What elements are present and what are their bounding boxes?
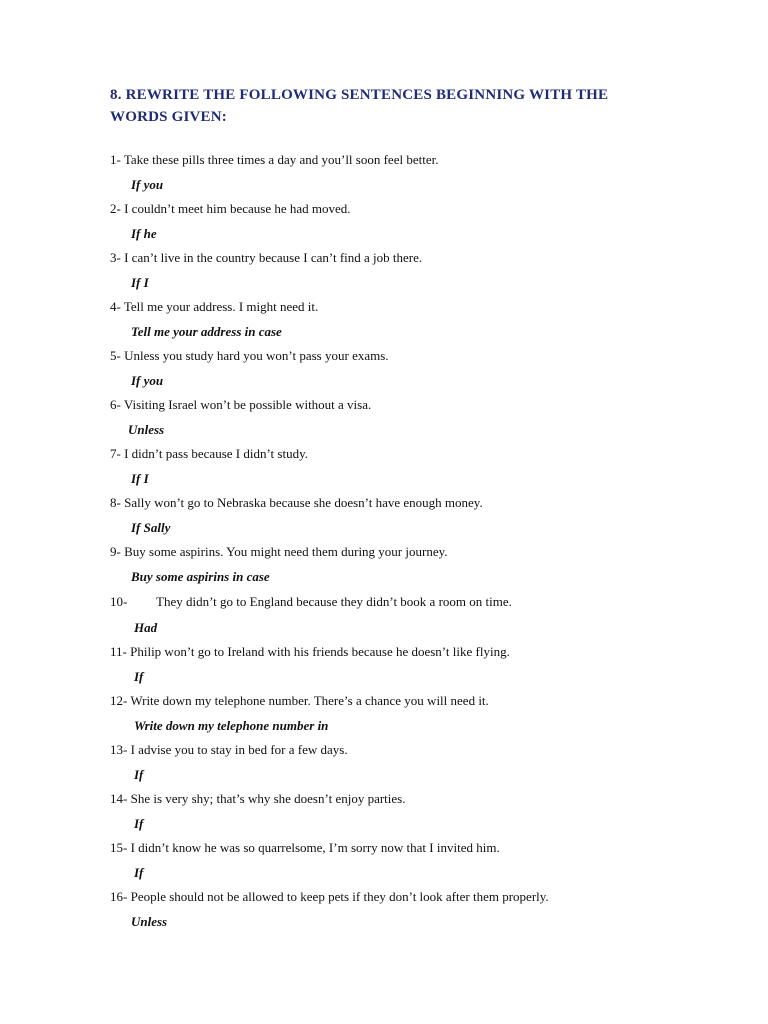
sentence-text: Visiting Israel won’t be possible without a visa. xyxy=(123,397,372,412)
prompt-9: Buy some aspirins in case xyxy=(131,569,270,584)
sentence-12 xyxy=(110,689,730,713)
sentence-6 xyxy=(110,393,730,417)
item-number: 11- xyxy=(110,644,127,659)
sentence-9 xyxy=(110,540,730,564)
item-number: 3- xyxy=(110,250,121,265)
prompt-10: Had xyxy=(134,620,158,635)
item-number: 8- xyxy=(110,495,121,510)
sentence-4 xyxy=(110,295,730,319)
sentence-2 xyxy=(110,197,730,221)
exercise-item-13 xyxy=(110,738,730,787)
prompt-7: If I xyxy=(131,471,149,486)
prompt-8: If Sally xyxy=(131,520,171,535)
exercise-item-11 xyxy=(110,640,730,689)
sentence-text: Buy some aspirins. You might need them during your journey. xyxy=(124,544,448,559)
sentence-15 xyxy=(110,836,730,860)
item-number: 10- xyxy=(110,594,128,609)
item-number: 4- xyxy=(110,299,121,314)
sentence-text: Take these pills three times a day and you’ll soon feel better. xyxy=(123,152,439,167)
exercise-item-3 xyxy=(110,246,730,295)
sentence-text: Unless you study hard you won’t pass your exams. xyxy=(124,348,389,363)
item-number: 13- xyxy=(110,742,128,757)
sentence-1 xyxy=(110,148,730,172)
sentence-text: I advise you to stay in bed for a few days. xyxy=(130,742,348,757)
sentence-16 xyxy=(110,885,730,909)
prompt-4: Tell me your address in case xyxy=(131,324,282,339)
exercise-item-8 xyxy=(110,491,730,540)
sentence-11 xyxy=(110,640,730,664)
sentence-text: They didn’t go to England because they didn’t book a room on time. xyxy=(156,594,512,609)
prompt-1: If you xyxy=(131,177,164,192)
sentence-14 xyxy=(110,787,730,811)
sentence-text: Philip won’t go to Ireland with his friends because he doesn’t like flying. xyxy=(130,644,510,659)
item-number: 1- xyxy=(110,152,121,167)
exercise-item-14 xyxy=(110,787,730,836)
sentence-13 xyxy=(110,738,730,762)
sentence-text: Sally won’t go to Nebraska because she doesn’t have enough money. xyxy=(124,495,483,510)
prompt-5: If you xyxy=(131,373,164,388)
exercise-item-7 xyxy=(110,442,730,491)
item-number: 2- xyxy=(110,201,121,216)
prompt-2: If he xyxy=(131,226,157,241)
item-number: 9- xyxy=(110,544,121,559)
sentence-10 xyxy=(110,589,730,615)
exercise-item-16 xyxy=(110,885,730,934)
exercise-item-9 xyxy=(110,540,730,589)
sentence-3 xyxy=(110,246,730,270)
item-number: 15- xyxy=(110,840,128,855)
item-number: 7- xyxy=(110,446,121,461)
item-number: 5- xyxy=(110,348,121,363)
prompt-3: If I xyxy=(131,275,149,290)
prompt-12: Write down my telephone number in xyxy=(134,718,329,733)
exercise-item-5 xyxy=(110,344,730,393)
exercise-item-6 xyxy=(110,393,730,442)
exercise-item-2 xyxy=(110,197,730,246)
sentence-text: I didn’t pass because I didn’t study. xyxy=(124,446,308,461)
prompt-13: If xyxy=(134,767,144,782)
exercise-item-1 xyxy=(110,148,730,197)
heading-line-1: 8. REWRITE THE FOLLOWING SENTENCES BEGINNING WITH THE xyxy=(110,87,609,103)
item-number: 12- xyxy=(110,693,128,708)
sentence-text: She is very shy; that’s why she doesn’t enjoy parties. xyxy=(130,791,406,806)
exercise-item-10 xyxy=(110,589,730,640)
exercise-item-4 xyxy=(110,295,730,344)
sentence-8 xyxy=(110,491,730,515)
sentence-text: I can’t live in the country because I can’t find a job there. xyxy=(124,250,423,265)
prompt-6: Unless xyxy=(128,422,165,437)
prompt-16: Unless xyxy=(131,914,168,929)
item-number: 16- xyxy=(110,889,128,904)
exercise-item-15 xyxy=(110,836,730,885)
sentence-5 xyxy=(110,344,730,368)
sentence-text: Tell me your address. I might need it. xyxy=(123,299,319,314)
prompt-15: If xyxy=(134,865,144,880)
sentence-text: People should not be allowed to keep pets if they don’t look after them properly. xyxy=(130,889,549,904)
exercise-list xyxy=(110,148,730,934)
prompt-11: If xyxy=(134,669,144,684)
sentence-text: I couldn’t meet him because he had moved. xyxy=(124,201,351,216)
exercise-item-12 xyxy=(110,689,730,738)
sentence-7 xyxy=(110,442,730,466)
heading-line-2: WORDS GIVEN: xyxy=(110,109,227,125)
item-number: 14- xyxy=(110,791,128,806)
item-number: 6- xyxy=(110,397,121,412)
prompt-14: If xyxy=(134,816,144,831)
exercise-heading xyxy=(110,84,670,128)
sentence-text: Write down my telephone number. There’s a chance you will need it. xyxy=(130,693,489,708)
sentence-text: I didn’t know he was so quarrelsome, I’m sorry now that I invited him. xyxy=(130,840,500,855)
